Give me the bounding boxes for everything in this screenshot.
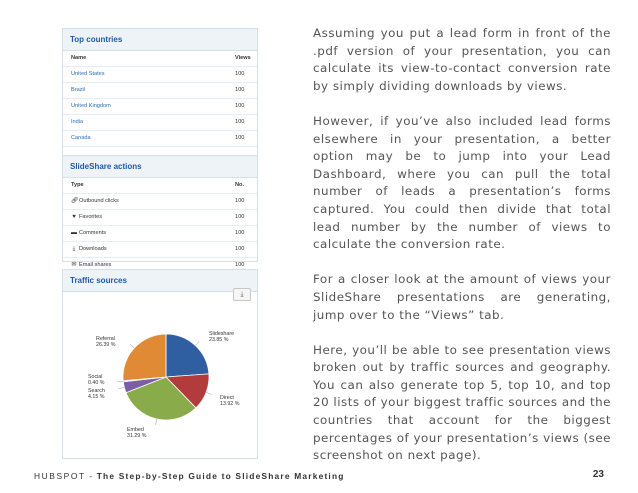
link-icon: 🔗︎: [71, 198, 79, 204]
table-header: [63, 178, 257, 194]
country-link[interactable]: India: [71, 119, 84, 125]
slideshare-actions-title: SlideShare actions: [63, 156, 257, 178]
slice-value: 31.29 %: [127, 433, 147, 440]
action-label: Comments: [79, 230, 107, 236]
action-label: Downloads: [79, 246, 107, 252]
action-value: 100: [235, 198, 245, 204]
pie-label-search: [88, 388, 105, 401]
pie-label-direct: [220, 395, 239, 408]
country-link[interactable]: Brazil: [71, 87, 85, 93]
slice-value: 13.92 %: [220, 401, 240, 408]
leader-line: [130, 344, 134, 348]
comment-icon: ▬: [71, 230, 77, 236]
envelope-icon: ✉: [71, 262, 77, 268]
paragraph: Here, you’ll be able to see presentation views broken out by traffic sources and geography. You can also generate top 5, top 10, and top 20 lists of your biggest traffic sources and the countries that account for the biggest percentages of your presentation’s views (see screenshot on next page).: [313, 342, 611, 463]
download-icon: ⤓: [72, 246, 76, 252]
table-row: [63, 226, 257, 242]
slice-name: Slideshare: [209, 331, 235, 337]
traffic-sources-title: Traffic sources: [63, 270, 257, 292]
heart-icon: ♥: [72, 214, 76, 220]
leader-line: [117, 381, 123, 382]
leader-line: [156, 419, 157, 425]
top-countries-title: Top countries: [63, 29, 257, 51]
paragraph: However, if you’ve also included lead forms elsewhere in your presentation, a better option may be to jump into your Lead Dashboard, where you can pull the total number of leads a presentation’s forms captured. You could then divide that total lead number by the number of views to calculate the conversion rate.: [313, 113, 611, 252]
page-number: 23: [592, 469, 604, 480]
pie-label-slideshare: [209, 331, 234, 344]
slice-name: Social: [88, 374, 103, 380]
action-value: 100: [235, 246, 245, 252]
col-name-header: Name: [71, 55, 87, 61]
col-no-header: No.: [235, 182, 245, 188]
action-value: 100: [235, 214, 245, 220]
pie-label-social: [88, 374, 105, 387]
table-row: [63, 194, 257, 210]
views-value: 100: [235, 87, 245, 93]
leader-line: [195, 341, 199, 345]
table-row: [63, 242, 257, 258]
leader-line: [206, 392, 212, 394]
pie-slice-referral: [123, 334, 166, 381]
col-type-header: Type: [71, 182, 84, 188]
views-value: 100: [235, 71, 245, 77]
download-icon[interactable]: ⤓: [233, 288, 251, 301]
table-row: [63, 115, 257, 131]
pie-label-referral: [96, 336, 115, 349]
paragraph: Assuming you put a lead form in front of the .pdf version of your presentation, you can calculate its view-to-contact conversion rate by simply dividing downloads by views.: [313, 26, 611, 93]
pie-label-embed: [127, 427, 146, 440]
col-views-header: Views: [235, 55, 251, 61]
table-row: [63, 210, 257, 226]
country-link[interactable]: United States: [71, 71, 105, 77]
views-value: 100: [235, 135, 245, 141]
footer-brand: HUBSPOT: [34, 471, 86, 481]
slice-value: 26.39 %: [96, 342, 116, 349]
slice-name: Search: [88, 388, 105, 394]
views-value: 100: [235, 119, 245, 125]
table-row: [63, 131, 257, 147]
footer-subtitle: The Step-by-Step Guide to SlideShare Marketing: [96, 471, 345, 481]
action-label: Outbound clicks: [79, 198, 119, 204]
slice-value: 4.15 %: [88, 394, 105, 401]
action-value: 100: [235, 230, 245, 236]
paragraph: For a closer look at the amount of views your SlideShare presentations are generating, jump over to the “Views” tab.: [313, 272, 611, 322]
slice-name: Embed: [127, 427, 144, 433]
footer-separator: -: [85, 471, 97, 481]
country-link[interactable]: United Kingdom: [71, 103, 111, 109]
country-link[interactable]: Canada: [71, 135, 91, 141]
table-row: [63, 67, 257, 83]
slice-name: Direct: [220, 395, 234, 401]
slice-value: 23.85 %: [209, 337, 229, 344]
section-divider: [63, 147, 257, 156]
slice-name: Referral: [96, 336, 115, 342]
pie-slice-slideshare: [166, 334, 209, 377]
action-label: Email shares: [79, 262, 112, 268]
stats-panel: [62, 28, 258, 268]
action-value: 100: [235, 262, 245, 268]
action-label: Favorites: [79, 214, 103, 220]
traffic-sources-panel: [62, 269, 258, 459]
body-text: [313, 25, 611, 482]
table-header: [63, 51, 257, 67]
footer: [34, 471, 345, 481]
table-row: [63, 99, 257, 115]
slice-value: 0.40 %: [88, 380, 105, 387]
leader-line: [118, 387, 124, 388]
table-row: [63, 83, 257, 99]
views-value: 100: [235, 103, 245, 109]
